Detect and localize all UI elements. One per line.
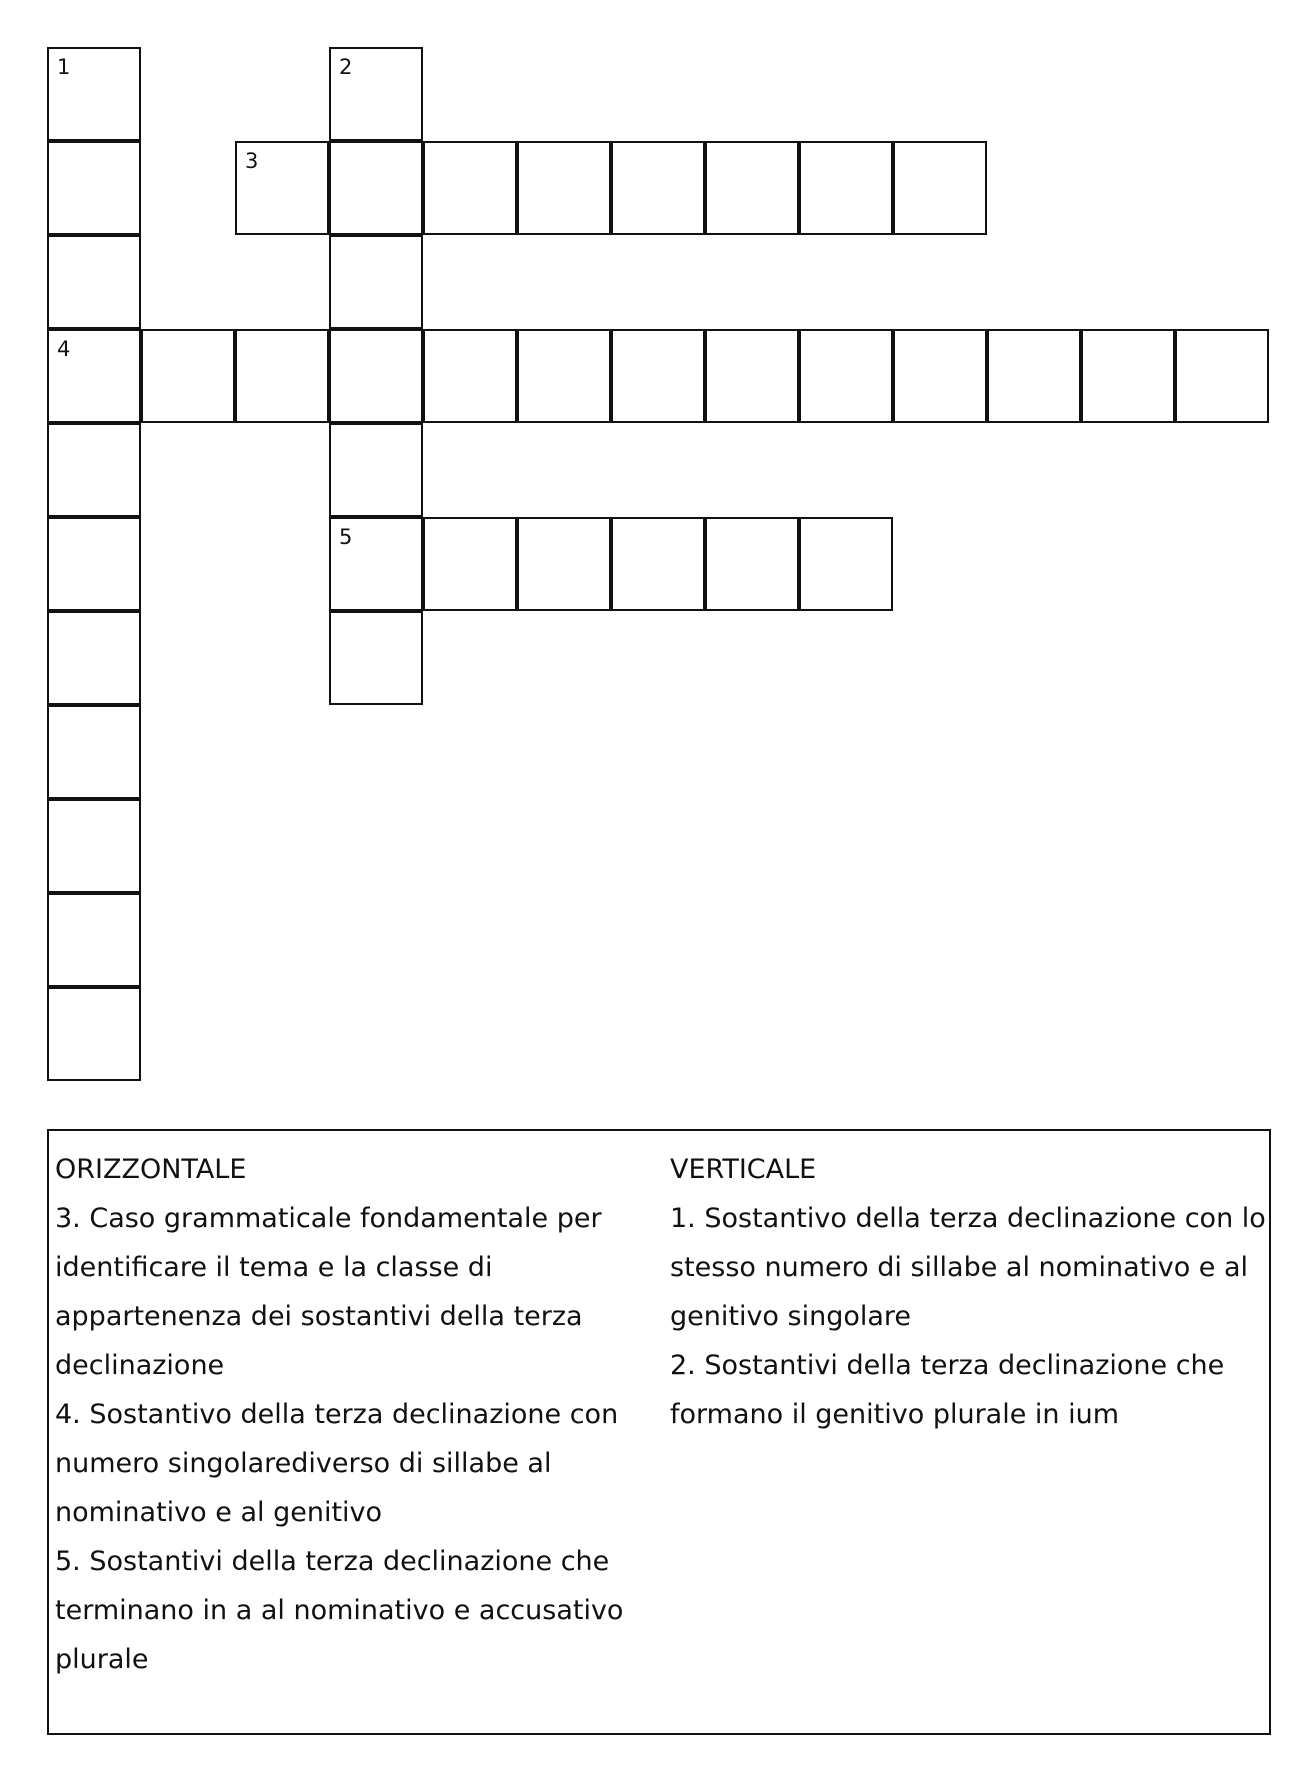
clue-number: 4 — [57, 337, 71, 361]
grid-cell[interactable] — [329, 329, 423, 423]
grid-cell[interactable] — [423, 517, 517, 611]
clue-number: 3 — [245, 149, 259, 173]
grid-cell[interactable] — [141, 329, 235, 423]
grid-cell[interactable] — [517, 329, 611, 423]
across-clue-3: 3. Caso grammaticale fondamentale per identificare il tema e la classe di appartenenza dei sostantivi della terza declinazione — [55, 1203, 602, 1381]
grid-cell[interactable] — [47, 329, 141, 423]
grid-cell[interactable] — [329, 141, 423, 235]
down-heading: VERTICALE — [670, 1154, 817, 1185]
grid-cell[interactable] — [47, 987, 141, 1081]
grid-cell[interactable] — [329, 423, 423, 517]
clues-box — [47, 1129, 1271, 1735]
clue-number: 1 — [57, 55, 71, 79]
clue-number: 2 — [339, 55, 353, 79]
grid-cell[interactable] — [47, 611, 141, 705]
across-clues — [55, 1145, 655, 1684]
grid-cell[interactable] — [611, 329, 705, 423]
across-clue-5: 5. Sostantivi della terza declinazione che terminano in a al nominativo e accusativo plurale — [55, 1546, 624, 1675]
grid-cell[interactable] — [47, 893, 141, 987]
clue-number: 5 — [339, 525, 353, 549]
grid-cell[interactable] — [611, 517, 705, 611]
grid-cell[interactable] — [893, 329, 987, 423]
grid-cell[interactable] — [611, 141, 705, 235]
grid-cell[interactable] — [705, 141, 799, 235]
grid-cell[interactable] — [517, 517, 611, 611]
grid-cell[interactable] — [47, 423, 141, 517]
grid-cell[interactable] — [329, 47, 423, 141]
grid-cell[interactable] — [799, 141, 893, 235]
grid-cell[interactable] — [799, 517, 893, 611]
grid-cell[interactable] — [47, 705, 141, 799]
grid-cell[interactable] — [329, 235, 423, 329]
grid-cell[interactable] — [47, 47, 141, 141]
grid-cell[interactable] — [799, 329, 893, 423]
down-clue-2: 2. Sostantivi della terza declinazione che formano il genitivo plurale in ium — [670, 1350, 1225, 1430]
grid-cell[interactable] — [423, 141, 517, 235]
grid-cell[interactable] — [47, 235, 141, 329]
grid-cell[interactable] — [329, 611, 423, 705]
grid-cell[interactable] — [235, 329, 329, 423]
grid-cell[interactable] — [705, 329, 799, 423]
down-clue-1: 1. Sostantivo della terza declinazione con lo stesso numero di sillabe al nominativo e al genitivo singolare — [670, 1203, 1266, 1332]
grid-cell[interactable] — [47, 141, 141, 235]
grid-cell[interactable] — [1081, 329, 1175, 423]
grid-cell[interactable] — [893, 141, 987, 235]
grid-cell[interactable] — [329, 517, 423, 611]
grid-cell[interactable] — [1175, 329, 1269, 423]
grid-cell[interactable] — [47, 517, 141, 611]
grid-cell[interactable] — [517, 141, 611, 235]
across-heading: ORIZZONTALE — [55, 1154, 247, 1185]
across-clue-4: 4. Sostantivo della terza declinazione con numero singolarediverso di sillabe al nominativo e al genitivo — [55, 1399, 619, 1528]
grid-cell[interactable] — [705, 517, 799, 611]
grid-cell[interactable] — [423, 329, 517, 423]
grid-cell[interactable] — [47, 799, 141, 893]
grid-cell[interactable] — [235, 141, 329, 235]
grid-cell[interactable] — [987, 329, 1081, 423]
down-clues — [670, 1145, 1268, 1439]
